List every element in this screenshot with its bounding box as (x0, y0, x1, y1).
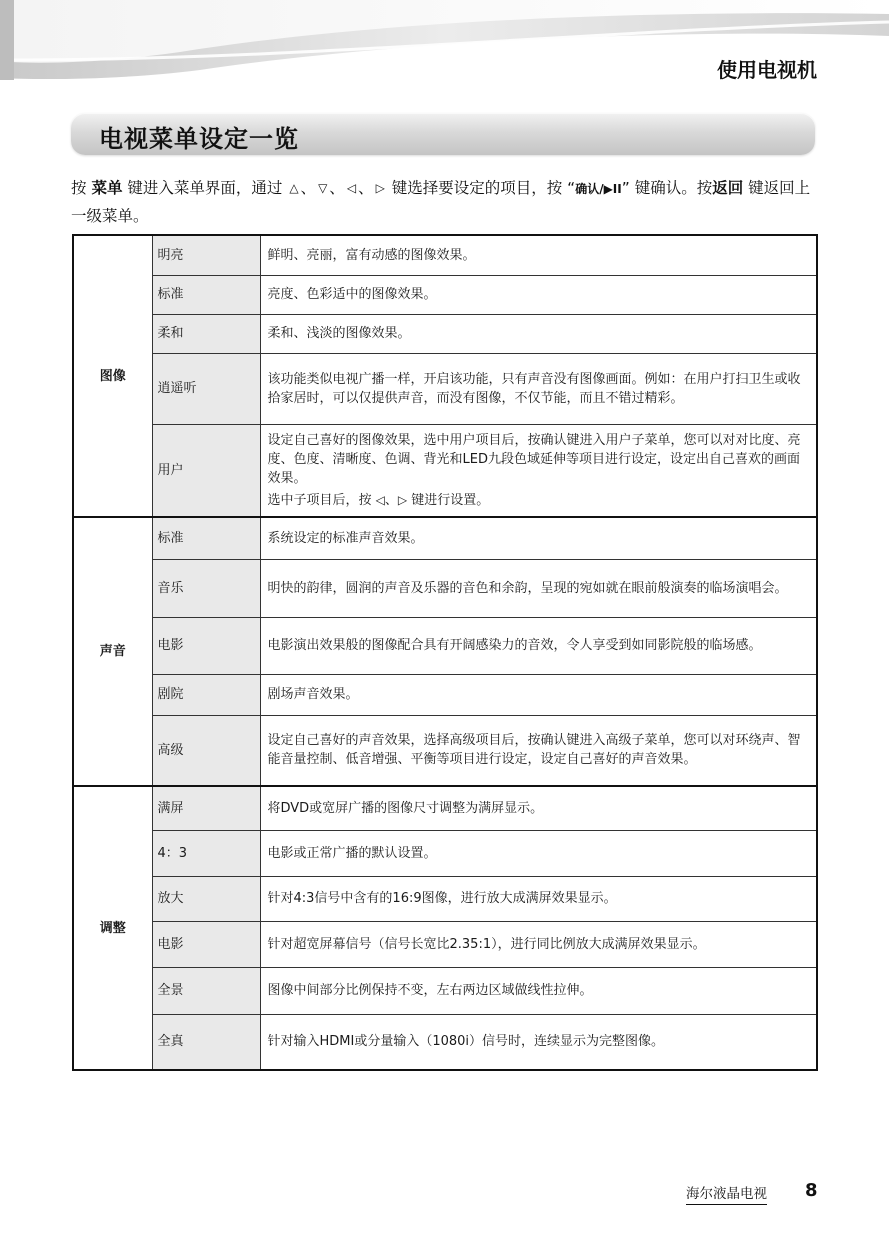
intro-separator: 、 (329, 179, 345, 197)
menu-item: 电影 (152, 921, 260, 967)
intro-text: 键选择要设定的项目，按 “ (386, 179, 576, 197)
menu-item: 标准 (152, 275, 260, 314)
item-description: 亮度、色彩适中的图像效果。 (260, 275, 817, 314)
category-adjust: 调整 (73, 786, 152, 1070)
menu-item: 标准 (152, 517, 260, 559)
item-description: 鲜明、亮丽，富有动感的图像效果。 (260, 235, 817, 275)
menu-item: 明亮 (152, 235, 260, 275)
up-arrow-icon: △ (289, 181, 299, 195)
item-description-cell (260, 424, 817, 517)
return-key-label: 返回 (712, 179, 744, 197)
item-description: 针对4:3信号中含有的16:9图像，进行放大成满屏效果显示。 (260, 876, 817, 921)
sub-text: 选中子项目后，按 (267, 492, 376, 508)
menu-item: 剧院 (152, 674, 260, 715)
intro-separator: 、 (358, 179, 374, 197)
intro-separator: 、 (300, 179, 317, 197)
menu-item: 逍遥听 (152, 353, 260, 424)
item-description: 柔和、浅淡的图像效果。 (260, 314, 817, 353)
left-arrow-icon: ◁ (375, 492, 385, 507)
item-description: 该功能类似电视广播一样，开启该功能，只有声音没有图像画面。例如：在用户打扫卫生或收拾家居时，可以仅提供声音，而没有图像，不仅节能，而且不错过精彩。 (260, 353, 817, 424)
intro-text: 键返回上一级菜单。 (71, 179, 811, 225)
item-description: 针对超宽屏幕信号（信号长宽比2.35:1），进行同比例放大成满屏效果显示。 (260, 921, 817, 967)
menu-item: 高级 (152, 715, 260, 786)
menu-item: 全真 (152, 1014, 260, 1070)
menu-item: 放大 (152, 876, 260, 921)
item-description: 设定自己喜好的声音效果，选择高级项目后，按确认键进入高级子菜单，您可以对环绕声、智能音量控制、低音增强、平衡等项目进行设定，设定自己喜好的声音效果。 (260, 715, 817, 786)
item-description: 剧场声音效果。 (260, 674, 817, 715)
page-title: 电视菜单设定一览 (99, 125, 299, 153)
item-description: 电影演出效果般的图像配合具有开阔感染力的音效，令人享受到如同影院般的临场感。 (260, 617, 817, 674)
item-description: 图像中间部分比例保持不变，左右两边区域做线性拉伸。 (260, 967, 817, 1014)
menu-item: 柔和 (152, 314, 260, 353)
confirm-key-label: 确认/ (575, 182, 604, 196)
menu-key-label: 菜单 (91, 179, 123, 197)
sub-text: 键进行设置。 (407, 492, 490, 508)
menu-item: 4：3 (152, 830, 260, 876)
intro-text: 按 (71, 179, 92, 197)
item-description: 电影或正常广播的默认设置。 (260, 830, 817, 876)
menu-item: 音乐 (152, 559, 260, 617)
menu-settings-table (72, 234, 818, 1071)
item-description: 系统设定的标准声音效果。 (260, 517, 817, 559)
left-arrow-icon: ◁ (346, 181, 357, 195)
section-header: 使用电视机 (717, 58, 817, 82)
category-sound: 声音 (73, 517, 152, 786)
item-description: 明快的韵律，圆润的声音及乐器的音色和余韵，呈现的宛如就在眼前般演奏的临场演唱会。 (260, 559, 817, 617)
category-picture: 图像 (73, 235, 152, 517)
intro-text: 键进入菜单界面，通过 (122, 179, 288, 197)
menu-item: 全景 (152, 967, 260, 1014)
page-number: 8 (805, 1180, 818, 1201)
right-arrow-icon: ▷ (375, 181, 385, 195)
right-arrow-icon: ▷ (397, 492, 408, 507)
intro-paragraph (71, 175, 815, 230)
footer-brand-label: 海尔液晶电视 (686, 1182, 767, 1205)
menu-item: 满屏 (152, 786, 260, 830)
item-description: 设定自己喜好的图像效果，选中用户项目后，按确认键进入用户子菜单，您可以对对比度、亮度、色度、清晰度、色调、背光和LED九段色域延伸等项目进行设定，设定出自己喜欢的画面效果。 (267, 432, 801, 486)
sub-instruction (268, 491, 809, 510)
item-description: 将DVD或宽屏广播的图像尺寸调整为满屏显示。 (260, 786, 817, 830)
intro-text: ” 键确认。按 (621, 179, 713, 197)
menu-item: 用户 (152, 424, 260, 517)
play-pause-icon: ▶II (603, 182, 622, 196)
down-arrow-icon: ▽ (318, 181, 328, 195)
page-title-bar (71, 113, 815, 155)
sub-separator: 、 (384, 492, 398, 508)
item-description: 针对输入HDMI或分量输入（1080i）信号时，连续显示为完整图像。 (260, 1014, 817, 1070)
menu-item: 电影 (152, 617, 260, 674)
